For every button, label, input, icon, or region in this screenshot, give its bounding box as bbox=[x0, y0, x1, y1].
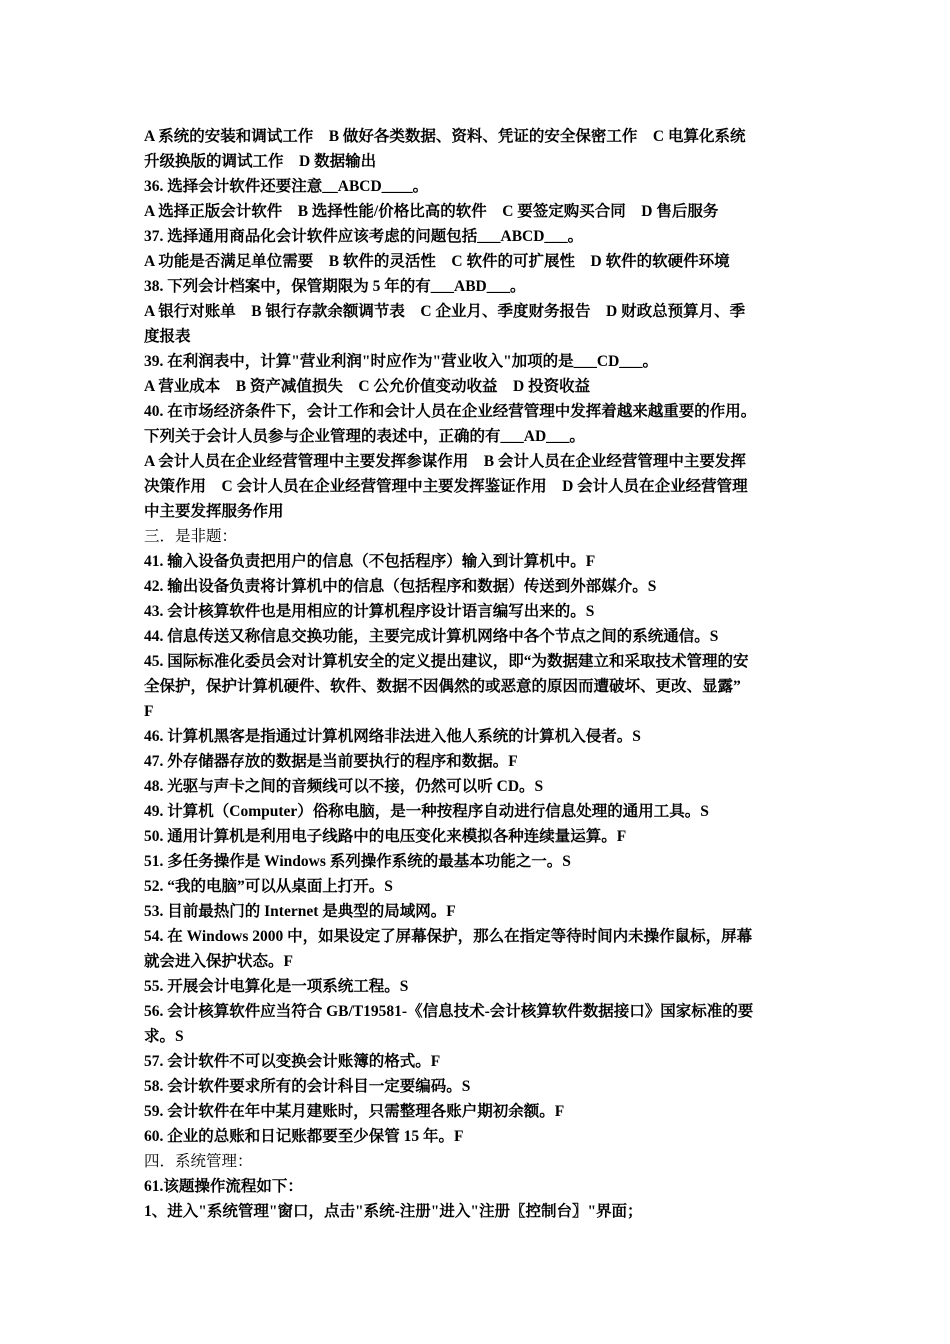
question-line: 57. 会计软件不可以变换会计账簿的格式。F bbox=[144, 1053, 441, 1070]
question-line: 53. 目前最热门的 Internet 是典型的局域网。F bbox=[144, 903, 456, 920]
question-line: 37. 选择通用商品化会计软件应该考虑的问题包括___ABCD___。 bbox=[144, 228, 584, 245]
question-line: 48. 光驱与声卡之间的音频线可以不接，仍然可以听 CD。S bbox=[144, 778, 544, 795]
question-line: 40. 在市场经济条件下，会计工作和会计人员在企业经营管理中发挥着越来越重要的作用。 bbox=[144, 403, 757, 420]
question-line: 36. 选择会计软件还要注意__ABCD____。 bbox=[144, 178, 429, 195]
section-heading: 三．是非题： bbox=[144, 528, 238, 545]
answer-options-line: A 功能是否满足单位需要 B 软件的灵活性 C 软件的可扩展性 D 软件的软硬件环境 bbox=[144, 253, 730, 270]
question-line: 全保护，保护计算机硬件、软件、数据不因偶然的或恶意的原因而遭破坏、更改、显露” bbox=[144, 678, 741, 695]
question-line: 50. 通用计算机是利用电子线路中的电压变化来模拟各种连续量运算。F bbox=[144, 828, 627, 845]
answer-options-line: 升级换版的调试工作 D 数据输出 bbox=[144, 153, 377, 170]
question-line: 56. 会计核算软件应当符合 GB/T19581-《信息技术-会计核算软件数据接口》国家标准的要 bbox=[144, 1003, 754, 1020]
question-line: 下列关于会计人员参与企业管理的表述中，正确的有___AD___。 bbox=[144, 428, 585, 445]
question-line: 42. 输出设备负责将计算机中的信息（包括程序和数据）传送到外部媒介。S bbox=[144, 578, 657, 595]
section-heading: 四．系统管理： bbox=[144, 1153, 253, 1170]
question-line: 44. 信息传送又称信息交换功能，主要完成计算机网络中各个节点之间的系统通信。S bbox=[144, 628, 719, 645]
document-body bbox=[144, 124, 808, 1224]
question-line: 52. “我的电脑”可以从桌面上打开。S bbox=[144, 878, 393, 895]
question-line: F bbox=[144, 703, 154, 720]
answer-options-line: 决策作用 C 会计人员在企业经营管理中主要发挥鉴证作用 D 会计人员在企业经营管理 bbox=[144, 478, 748, 495]
question-line: 43. 会计核算软件也是用相应的计算机程序设计语言编写出来的。S bbox=[144, 603, 595, 620]
question-line: 1、进入"系统管理"窗口，点击"系统-注册"进入"注册〖控制台〗"界面； bbox=[144, 1203, 643, 1220]
question-line: 58. 会计软件要求所有的会计科目一定要编码。S bbox=[144, 1078, 471, 1095]
question-line: 45. 国际标准化委员会对计算机安全的定义提出建议，即“为数据建立和采取技术管理的安 bbox=[144, 653, 749, 670]
question-line: 41. 输入设备负责把用户的信息（不包括程序）输入到计算机中。F bbox=[144, 553, 596, 570]
question-line: 求。S bbox=[144, 1028, 184, 1045]
answer-options-line: 度报表 bbox=[144, 328, 191, 345]
question-line: 46. 计算机黑客是指通过计算机网络非法进入他人系统的计算机入侵者。S bbox=[144, 728, 641, 745]
question-line: 60. 企业的总账和日记账都要至少保管 15 年。F bbox=[144, 1128, 464, 1145]
question-line: 54. 在 Windows 2000 中，如果设定了屏幕保护，那么在指定等待时间内未操作鼠标，屏幕 bbox=[144, 928, 753, 945]
question-line: 38. 下列会计档案中，保管期限为 5 年的有___ABD___。 bbox=[144, 278, 526, 295]
question-line: 就会进入保护状态。F bbox=[144, 953, 293, 970]
question-line: 59. 会计软件在年中某月建账时，只需整理各账户期初余额。F bbox=[144, 1103, 565, 1120]
question-line: 51. 多任务操作是 Windows 系列操作系统的最基本功能之一。S bbox=[144, 853, 571, 870]
answer-options-line: A 系统的安装和调试工作 B 做好各类数据、资料、凭证的安全保密工作 C 电算化系统 bbox=[144, 128, 746, 145]
answer-options-line: A 选择正版会计软件 B 选择性能/价格比高的软件 C 要签定购买合同 D 售后服务 bbox=[144, 203, 719, 220]
answer-options-line: 中主要发挥服务作用 bbox=[144, 503, 284, 520]
answer-options-line: A 银行对账单 B 银行存款余额调节表 C 企业月、季度财务报告 D 财政总预算月、季 bbox=[144, 303, 746, 320]
question-line: 47. 外存储器存放的数据是当前要执行的程序和数据。F bbox=[144, 753, 518, 770]
question-line: 39. 在利润表中，计算"营业利润"时应作为"营业收入"加项的是___CD___。 bbox=[144, 353, 659, 370]
answer-options-line: A 会计人员在企业经营管理中主要发挥参谋作用 B 会计人员在企业经营管理中主要发挥 bbox=[144, 453, 746, 470]
question-line: 55. 开展会计电算化是一项系统工程。S bbox=[144, 978, 409, 995]
question-line: 49. 计算机（Computer）俗称电脑，是一种按程序自动进行信息处理的通用工具。S bbox=[144, 803, 709, 820]
question-line: 61.该题操作流程如下： bbox=[144, 1178, 303, 1195]
answer-options-line: A 营业成本 B 资产减值损失 C 公允价值变动收益 D 投资收益 bbox=[144, 378, 591, 395]
